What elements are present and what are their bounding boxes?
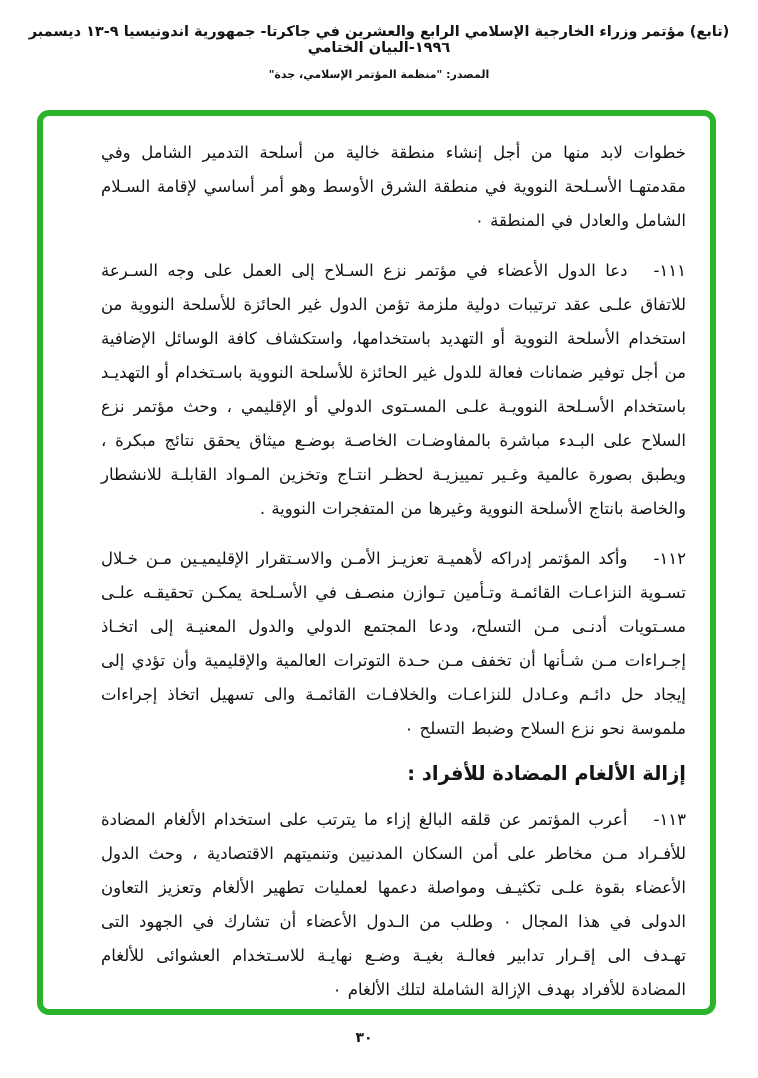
paragraph-111 xyxy=(101,254,686,526)
document-title: (تابع) مؤتمر وزراء الخارجية الإسلامي الرابع والعشرين في جاكرتا- جمهورية اندونيسيا ٩-١٣ ديسمبر ١٩٩٦-البيان الختامي xyxy=(28,24,730,56)
paragraph-111-number: ١١١- xyxy=(653,261,686,280)
paragraph-112 xyxy=(101,542,686,746)
document-source: المصدر: "منظمة المؤتمر الإسلامي، جدة" xyxy=(268,68,490,81)
paragraph-intro-continuation: خطوات لابد منها من أجل إنشاء منطقة خالية من أسلحة التدمير الشامل وفي مقدمتهـا الأسـلحة النووية في منطقة الشرق الأوسط وهو أمر أساسي لإقامة السـلام الشامل والعادل في المنطقة ٠ xyxy=(101,143,686,230)
paragraph-111-text: دعا الدول الأعضاء في مؤتمر نزع السـلاح إلى العمل على وجه السـرعة للاتفاق علـى عقد ترتيبات دولية ملزمة تؤمن الدول غير الحائزة للأسلحة النووية من استخدام الأسلحة النووية أو التهديد باستخدامها، واستكشاف كافة الوسائل الإضافية من أجل توفير ضمانات فعالة للدول غير الحائزة للأسلحة النووية باسـتخدام أو التهديـد باستخدام الأسـلحة النوويـة علـى المسـتوى الدولي أو الإقليمي ، وحث مؤتمر نزع السلاح على البـدء مباشرة بالمفاوضـات الخاصـة بوضـع ميثاق يحقق نتائج مبكرة ، ويطبق بصورة عالمية وغـير تمييزيـة لحظـر انتـاج وتخزين المـواد القابلـة للانشطار والخاصة بانتاج الأسلحة النووية وغيرها من المتفجرات النووية . xyxy=(101,261,686,518)
paragraph-112-text: وأكد المؤتمر إدراكه لأهميـة تعزيـز الأمـن والاسـتقرار الإقليميـين مـن خـلال تسـوية النزاعـات القائمـة وتـأمين تـوازن منصـف في الأسـلحة يمكـن تحقيقـه علـى مسـتويات أدنـى مـن التسلح، ودعا المجتمع الدولي والدول المعنيـة إلى اتخـاذ إجـراءات مـن شـأنها أن تخفف مـن حـدة التوترات العالمية والإقليمية وأن تؤدي إلى إيجاد حل دائـم وعـادل للنزاعـات والخلافـات القائمـة والى تسهيل اتخاذ إجراءات ملموسة نحو نزع السلاح وضبط التسلح ٠ xyxy=(101,549,686,738)
section-heading-landmine-removal: إزالة الألغام المضادة للأفراد : xyxy=(407,762,686,785)
paragraph-113-number: ١١٣- xyxy=(653,810,686,829)
paragraph-113 xyxy=(101,803,686,1007)
paragraph-112-number: ١١٢- xyxy=(653,549,686,568)
green-content-frame xyxy=(37,110,716,1015)
paragraph-113-text: أعرب المؤتمر عن قلقه البالغ إزاء ما يترتب على استخدام الألغام المضادة للأفـراد مـن مخاطر على أمن السكان المدنيين وتنميتهم الاقتصادية ، وحث الدول الأعضاء بقوة علـى تكثيـف ومواصلة دعمها لعمليات تطهير الألغام وتعزيز التعاون الدولى في هذا المجال ٠ وطلب من الـدول الأعضاء أن تشارك في الجهود التى تهـدف الى إقـرار تدابير فعالـة بغيـة وضـع نهايـة للاسـتخدام العشوائى للألغام المضادة للأفراد بهدف الإزالة الشاملة لتلك الألغام ٠ xyxy=(101,810,687,999)
document-header xyxy=(0,24,758,81)
page-number: ٣٠ xyxy=(355,1030,373,1046)
